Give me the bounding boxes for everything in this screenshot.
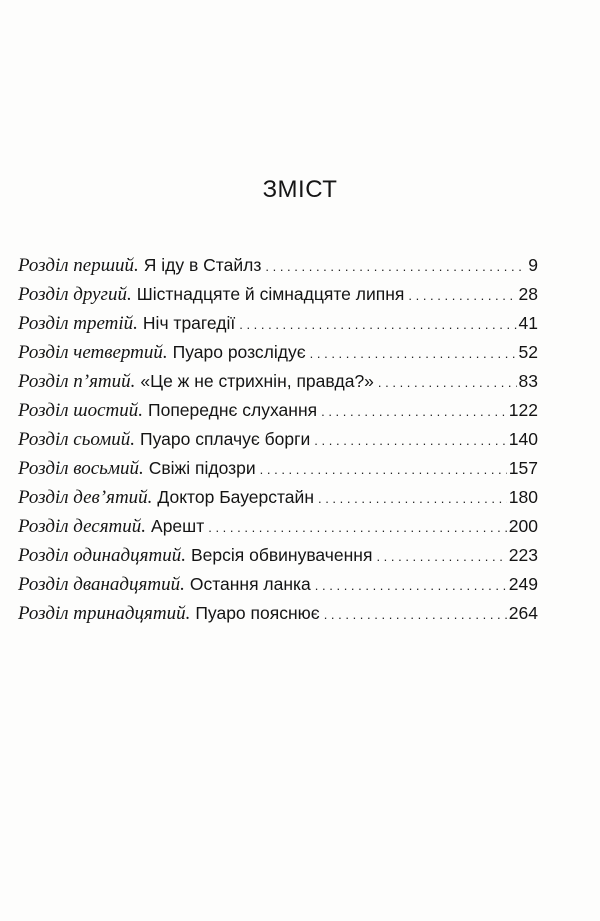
chapter-label: Розділ сьомий. [18,429,135,450]
dot-leader [306,339,517,368]
chapter-title: Попереднє слухання [148,400,318,420]
chapter-label: Розділ тринадцятий. [18,603,191,624]
toc-entry [18,599,538,628]
page-number: 41 [518,313,538,333]
toc-entry [18,454,538,483]
dot-leader [317,397,507,426]
page-number: 140 [508,429,538,449]
toc-entry [18,396,538,425]
page-number: 264 [508,603,538,623]
chapter-title: Версія обвинувачення [190,545,373,565]
dot-leader [372,542,506,571]
dot-leader [320,600,507,629]
toc-entry [18,425,538,454]
toc-entry [18,483,538,512]
chapter-label: Розділ другий. [18,284,132,305]
chapter-label: Розділ дев’ятий. [18,487,153,508]
page-number: 52 [518,342,538,362]
dot-leader [204,513,507,542]
table-of-contents [18,251,538,628]
toc-entry [18,251,538,280]
toc-entry [18,541,538,570]
dot-leader [404,281,516,310]
toc-entry [18,367,538,396]
dot-leader [310,426,507,455]
chapter-title: Пуаро розслідує [172,342,306,362]
page-number: 157 [508,458,538,478]
chapter-label: Розділ перший. [18,255,139,276]
chapter-label: Розділ шостий. [18,400,144,421]
dot-leader [235,310,516,339]
page-number: 9 [528,255,538,275]
page-title: ЗМІСТ [262,176,338,203]
chapter-label: Розділ дванадцятий. [18,574,185,595]
toc-entry [18,280,538,309]
chapter-title: Арешт [151,516,205,536]
chapter-title: Доктор Бауерстайн [157,487,314,507]
toc-entry [18,512,538,541]
chapter-label: Розділ третій. [18,313,138,334]
page-number: 180 [508,487,538,507]
chapter-label: Розділ одинадцятий. [18,545,186,566]
dot-leader [261,252,526,281]
page-number: 83 [518,371,538,391]
page-number: 28 [518,284,538,304]
chapter-title: Шістнадцяте й сімнадцяте липня [136,284,405,304]
chapter-label: Розділ десятий. [18,516,147,537]
chapter-title: «Це ж не стрихнін, правда?» [140,371,374,391]
chapter-title: Пуаро сплачує борги [140,429,311,449]
chapter-label: Розділ четвертий. [18,342,168,363]
toc-entry [18,570,538,599]
dot-leader [311,571,507,600]
toc-entry [18,309,538,338]
dot-leader [314,484,507,513]
chapter-title: Ніч трагедії [142,313,236,333]
chapter-label: Розділ п’ятий. [18,371,136,392]
page-number: 122 [508,400,538,420]
toc-entry [18,338,538,367]
chapter-title: Остання ланка [189,574,311,594]
chapter-label: Розділ восьмий. [18,458,144,479]
page-number: 249 [508,574,538,594]
chapter-title: Пуаро пояснює [195,603,320,623]
dot-leader [256,455,507,484]
chapter-title: Свіжі підозри [148,458,256,478]
chapter-title: Я іду в Стайлз [143,255,262,275]
page-number: 200 [508,516,538,536]
page-number: 223 [508,545,538,565]
dot-leader [374,368,517,397]
